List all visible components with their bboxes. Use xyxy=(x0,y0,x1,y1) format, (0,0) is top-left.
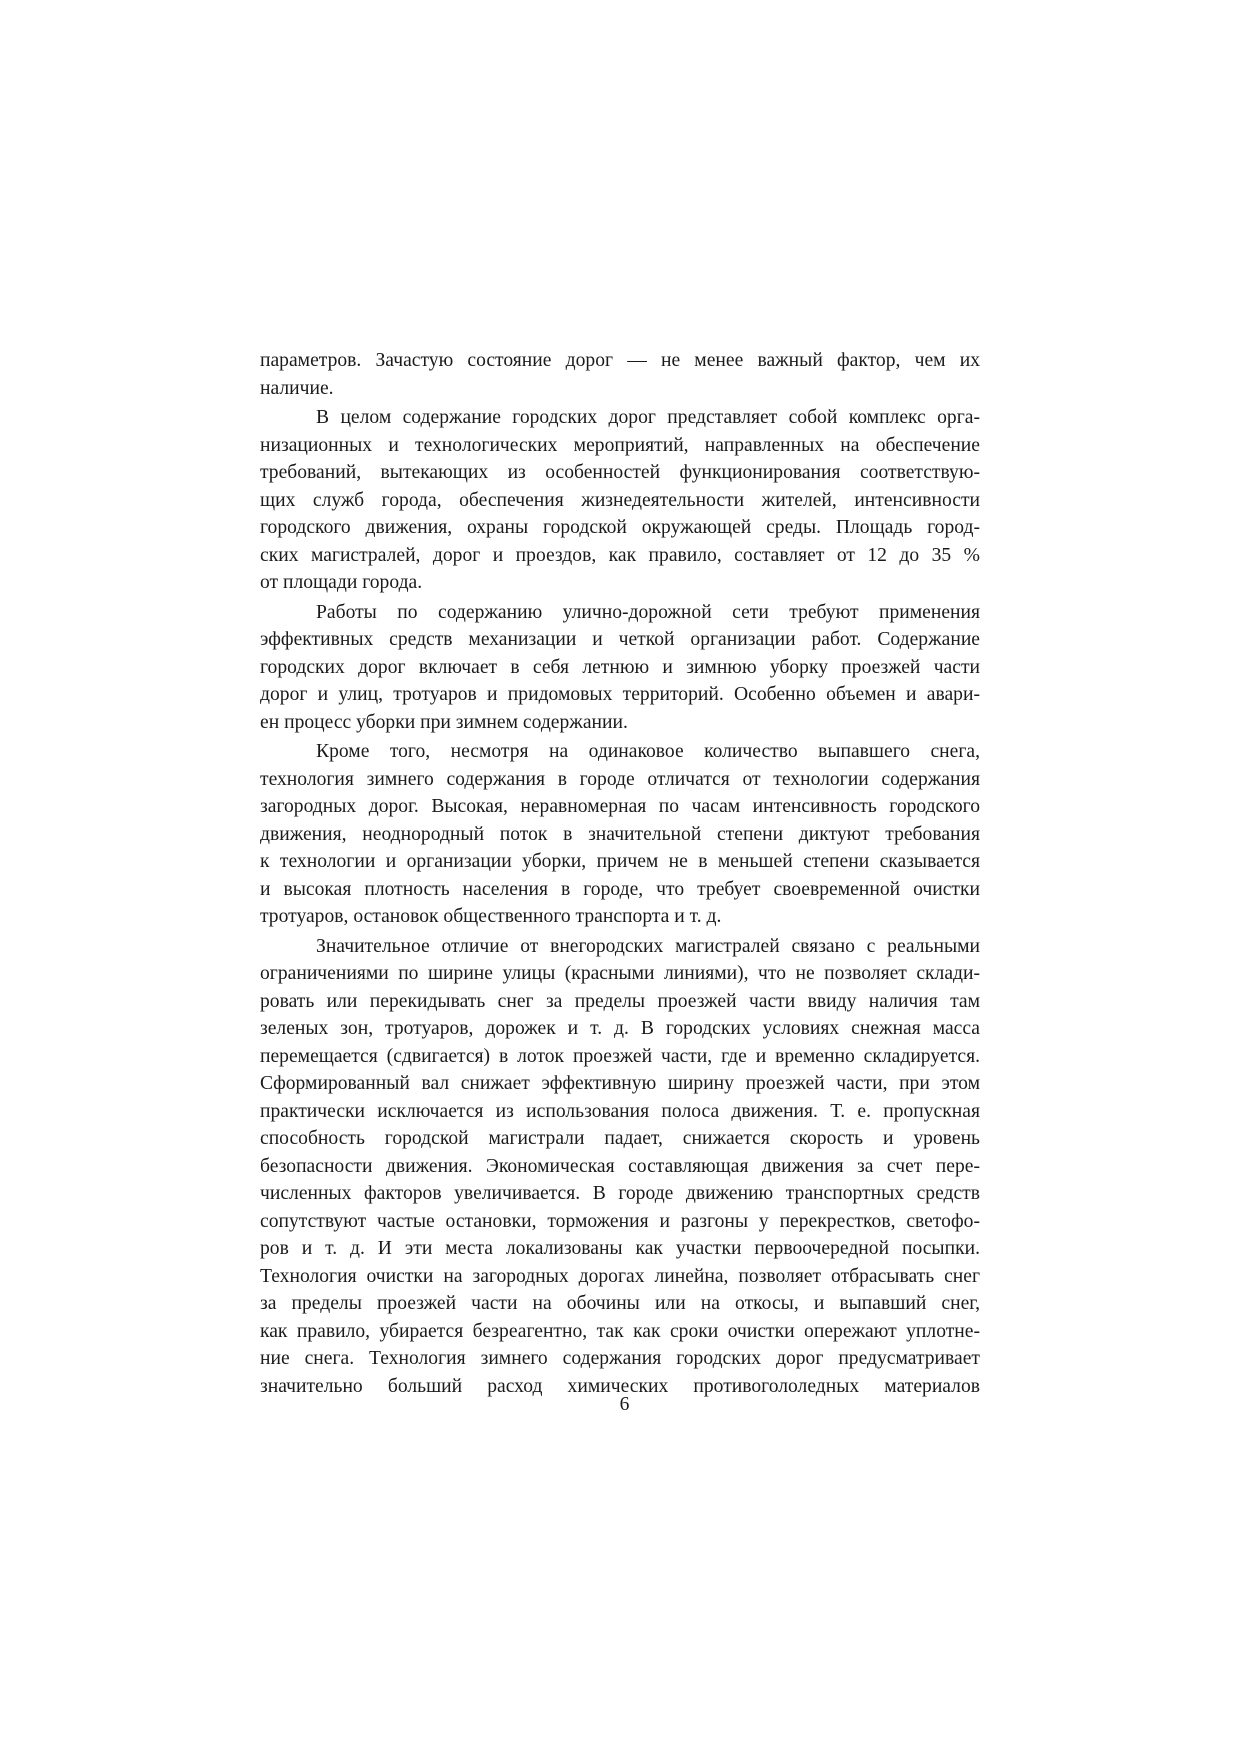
text-line: перемещается (сдвигается) в лоток проезжей части, где и временно складируется. xyxy=(260,1045,980,1067)
text-line: зеленых зон, тротуаров, дорожек и т. д. В городских условиях снежная масса xyxy=(260,1018,980,1039)
text-line: дорог и улиц, тротуаров и придомовых территорий. Особенно объемен и авари- xyxy=(260,684,980,705)
page-number: 6 xyxy=(619,1394,630,1415)
body-text xyxy=(260,347,980,1400)
text-line: безопасности движения. Экономическая составляющая движения за счет пере- xyxy=(260,1155,980,1177)
text-line: параметров. Зачастую состояние дорог — не менее важный фактор, чем их xyxy=(260,350,980,371)
text-line: от площади города. xyxy=(260,572,423,593)
text-line: ен процесс уборки при зимнем содержании. xyxy=(260,711,628,733)
text-line: за пределы проезжей части на обочины или на откосы, и выпавший снег, xyxy=(260,1293,980,1314)
text-line: тротуаров, остановок общественного транспорта и т. д. xyxy=(260,906,722,927)
text-line: городского движения, охраны городской окружающей среды. Площадь город- xyxy=(260,517,980,538)
text-line: наличие. xyxy=(260,377,334,399)
text-line: низационных и технологических мероприятий, направленных на обеспечение xyxy=(260,434,980,456)
text-line: требований, вытекающих из особенностей функционирования соответствую- xyxy=(260,462,980,483)
text-line: сопутствуют частые остановки, торможения и разгоны у перекрестков, светофо- xyxy=(260,1210,980,1232)
paragraph xyxy=(260,933,980,1401)
text-line: городских дорог включает в себя летнюю и зимнюю уборку проезжей части xyxy=(260,656,980,678)
text-line: ровать или перекидывать снег за пределы проезжей части ввиду наличия там xyxy=(260,990,980,1012)
text-line: В целом содержание городских дорог представляет собой комплекс орга- xyxy=(316,407,980,428)
text-line: щих служб города, обеспечения жизнедеятельности жителей, интенсивности xyxy=(260,489,980,511)
paragraph xyxy=(260,404,980,597)
text-line: как правило, убирается безреагентно, так как сроки очистки опережают уплотне- xyxy=(260,1320,980,1342)
text-line: Работы по содержанию улично-дорожной сети требуют применения xyxy=(316,601,980,623)
text-line: ограничениями по ширине улицы (красными линиями), что не позволяет склади- xyxy=(260,963,980,984)
text-line: ров и т. д. И эти места локализованы как участки первоочередной посыпки. xyxy=(260,1238,980,1259)
text-line: загородных дорог. Высокая, неравномерная по часам интенсивность городского xyxy=(260,796,980,817)
text-line: Кроме того, несмотря на одинаковое количество выпавшего снега, xyxy=(316,741,980,762)
text-line: Значительное отличие от внегородских магистралей связано с реальными xyxy=(316,935,980,957)
text-line: к технологии и организации уборки, причем не в меньшей степени сказывается xyxy=(260,851,980,872)
text-line: численных факторов увеличивается. В городе движению транспортных средств xyxy=(260,1183,980,1204)
text-line: Технология очистки на загородных дорогах линейна, позволяет отбрасывать снег xyxy=(260,1265,980,1287)
text-line: значительно больший расход химических противогололедных материалов xyxy=(260,1375,980,1397)
text-line: практически исключается из использования полоса движения. Т. е. пропускная xyxy=(260,1100,980,1122)
paragraph xyxy=(260,599,980,737)
paragraph xyxy=(260,738,980,931)
text-line: движения, неоднородный поток в значительной степени диктуют требования xyxy=(260,823,980,845)
text-line: технология зимнего содержания в городе отличатся от технологии содержания xyxy=(260,768,980,790)
text-line: эффективных средств механизации и четкой организации работ. Содержание xyxy=(260,629,980,650)
text-line: Сформированный вал снижает эффективную ширину проезжей части, при этом xyxy=(260,1073,980,1094)
text-line: и высокая плотность населения в городе, что требует своевременной очистки xyxy=(260,878,980,900)
text-line: ских магистралей, дорог и проездов, как правило, составляет от 12 до 35 % xyxy=(260,544,980,566)
text-line: ние снега. Технология зимнего содержания городских дорог предусматривает xyxy=(260,1348,980,1369)
text-line: способность городской магистрали падает, снижается скорость и уровень xyxy=(260,1128,980,1149)
paragraph xyxy=(260,347,980,402)
